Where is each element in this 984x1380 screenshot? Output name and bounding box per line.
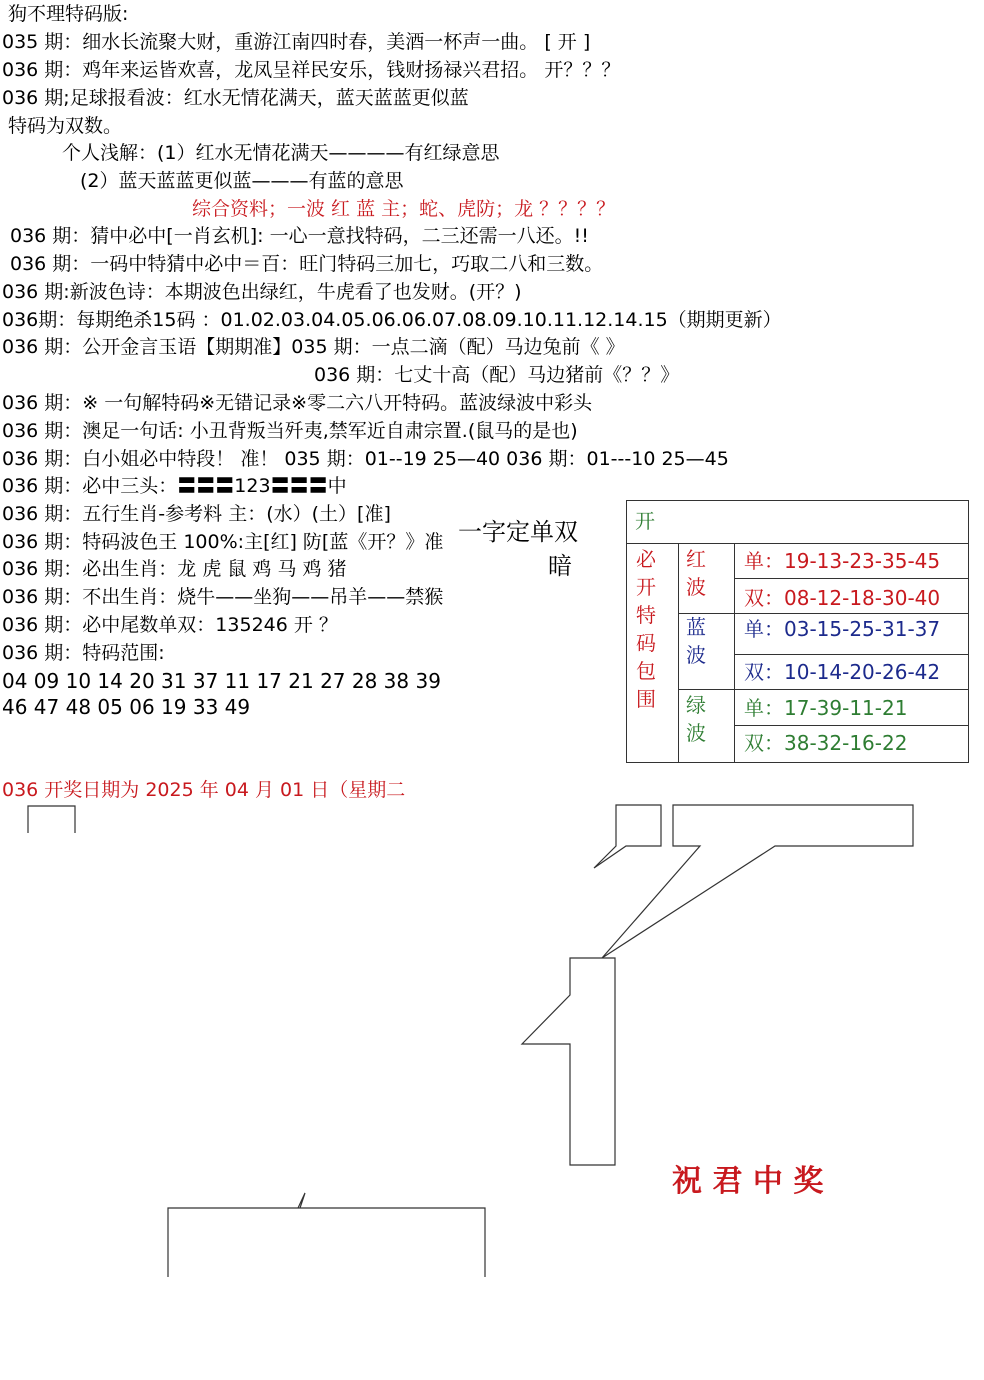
- number-one-shape: [522, 958, 615, 1165]
- page-title: 狗不理特码版:: [8, 3, 129, 25]
- text-line: 个人浅解：(1）红水无情花满天————有红绿意思: [62, 142, 500, 164]
- table-open-label: 开: [635, 509, 655, 533]
- side-label: 一字定单双: [458, 518, 578, 546]
- text-line: 036 期：公开金言玉语【期期准】035 期：一点二滴（配）马边兔前《 》: [2, 336, 625, 358]
- summary-line: 综合资料；一波 红 蓝 主；蛇、虎防；龙 ？？？？: [192, 198, 616, 220]
- text-line: 036 期：五行生肖-参考料 主：(水）(土）[准]: [2, 503, 391, 525]
- text-line: 036 期：猜中必中[一肖玄机]: 一心一意找特码，二三还需一八还。!!: [10, 225, 589, 247]
- text-line: (2）蓝天蓝蓝更似蓝———有蓝的意思: [80, 170, 404, 192]
- long-box: [602, 805, 913, 958]
- green-even-row: 双：38-32-16-22: [744, 731, 908, 755]
- text-line: 036 期：不出生肖：烧牛——坐狗——吊羊——禁猴: [2, 586, 444, 608]
- callout-box: [594, 805, 661, 868]
- left-label: 必 开 特 码 包 围: [636, 547, 656, 711]
- text-line: 036 期：白小姐必中特段！ 准！ 035 期：01--19 25—40 036 期：01---10 25—45: [2, 448, 729, 470]
- side-label-dark: 暗: [548, 552, 572, 580]
- number-range-line: 04 09 10 14 20 31 37 11 17 21 27 28 38 39: [2, 669, 441, 693]
- blue-even-row: 双：10-14-20-26-42: [744, 660, 941, 684]
- green-odd-row: 单：17-39-11-21: [744, 696, 908, 720]
- wave-label-blue: 蓝 波: [686, 615, 706, 667]
- text-line: 035 期：细水长流聚大财，重游江南四时春，美酒一杯声一曲。 [ 开 ]: [2, 31, 591, 53]
- text-line: 036 期：必出生肖：龙 虎 鼠 鸡 马 鸡 猪: [2, 558, 347, 580]
- text-line: 036 期：必中尾数单双：135246 开 ？: [2, 614, 338, 636]
- text-line: 036 期：一码中特猜中必中＝百：旺门特码三加七，巧取二八和三数。: [10, 253, 604, 275]
- red-odd-row: 单：19-13-23-35-45: [744, 549, 941, 573]
- text-line: 036期：每期绝杀15码 ：01.02.03.04.05.06.06.07.08.09.10.11.12.14.15（期期更新）: [2, 309, 782, 331]
- wave-label-red: 红 波: [686, 547, 706, 599]
- blue-odd-row: 单：03-15-25-31-37: [744, 617, 941, 641]
- text-line: 036 期:新波色诗：本期波色出绿红，牛虎看了也发财。(开？): [2, 281, 522, 303]
- blessing-text: 祝 君 中 奖: [672, 1164, 824, 1199]
- text-line: 036 期：澳足一句话: 小丑背叛当歼夷,禁军近自肃宗置.(鼠马的是也): [2, 420, 578, 442]
- text-line: 036 期：特码波色王 100%:主[红] 防[蓝《开？》准: [2, 531, 444, 553]
- bottom-box-shape: [168, 1193, 485, 1277]
- red-even-row: 双：08-12-18-30-40: [744, 586, 941, 610]
- number-range-line: 46 47 48 05 06 19 33 49: [2, 695, 251, 719]
- text-line: 036 期：必中三头：〓〓〓123〓〓〓中: [2, 475, 347, 497]
- text-line: 特码为双数。: [8, 115, 123, 137]
- text-line: 036 期：七丈十高（配）马边猪前《？？》: [314, 364, 680, 386]
- wave-label-green: 绿 波: [686, 693, 706, 745]
- small-bracket-shape: [28, 806, 75, 833]
- draw-date: 036 开奖日期为 2025 年 04 月 01 日（星期二: [2, 779, 406, 801]
- text-line: 036 期：※ 一句解特码※无错记录※零二六八开特码。蓝波绿波中彩头: [2, 392, 593, 414]
- text-line: 036 期：鸡年来运皆欢喜，龙凤呈祥民安乐，钱财扬禄兴君招。 开？？？: [2, 59, 621, 81]
- text-line: 036 期;足球报看波：红水无情花满天，蓝天蓝蓝更似蓝: [2, 87, 469, 109]
- text-line: 036 期：特码范围:: [2, 642, 165, 664]
